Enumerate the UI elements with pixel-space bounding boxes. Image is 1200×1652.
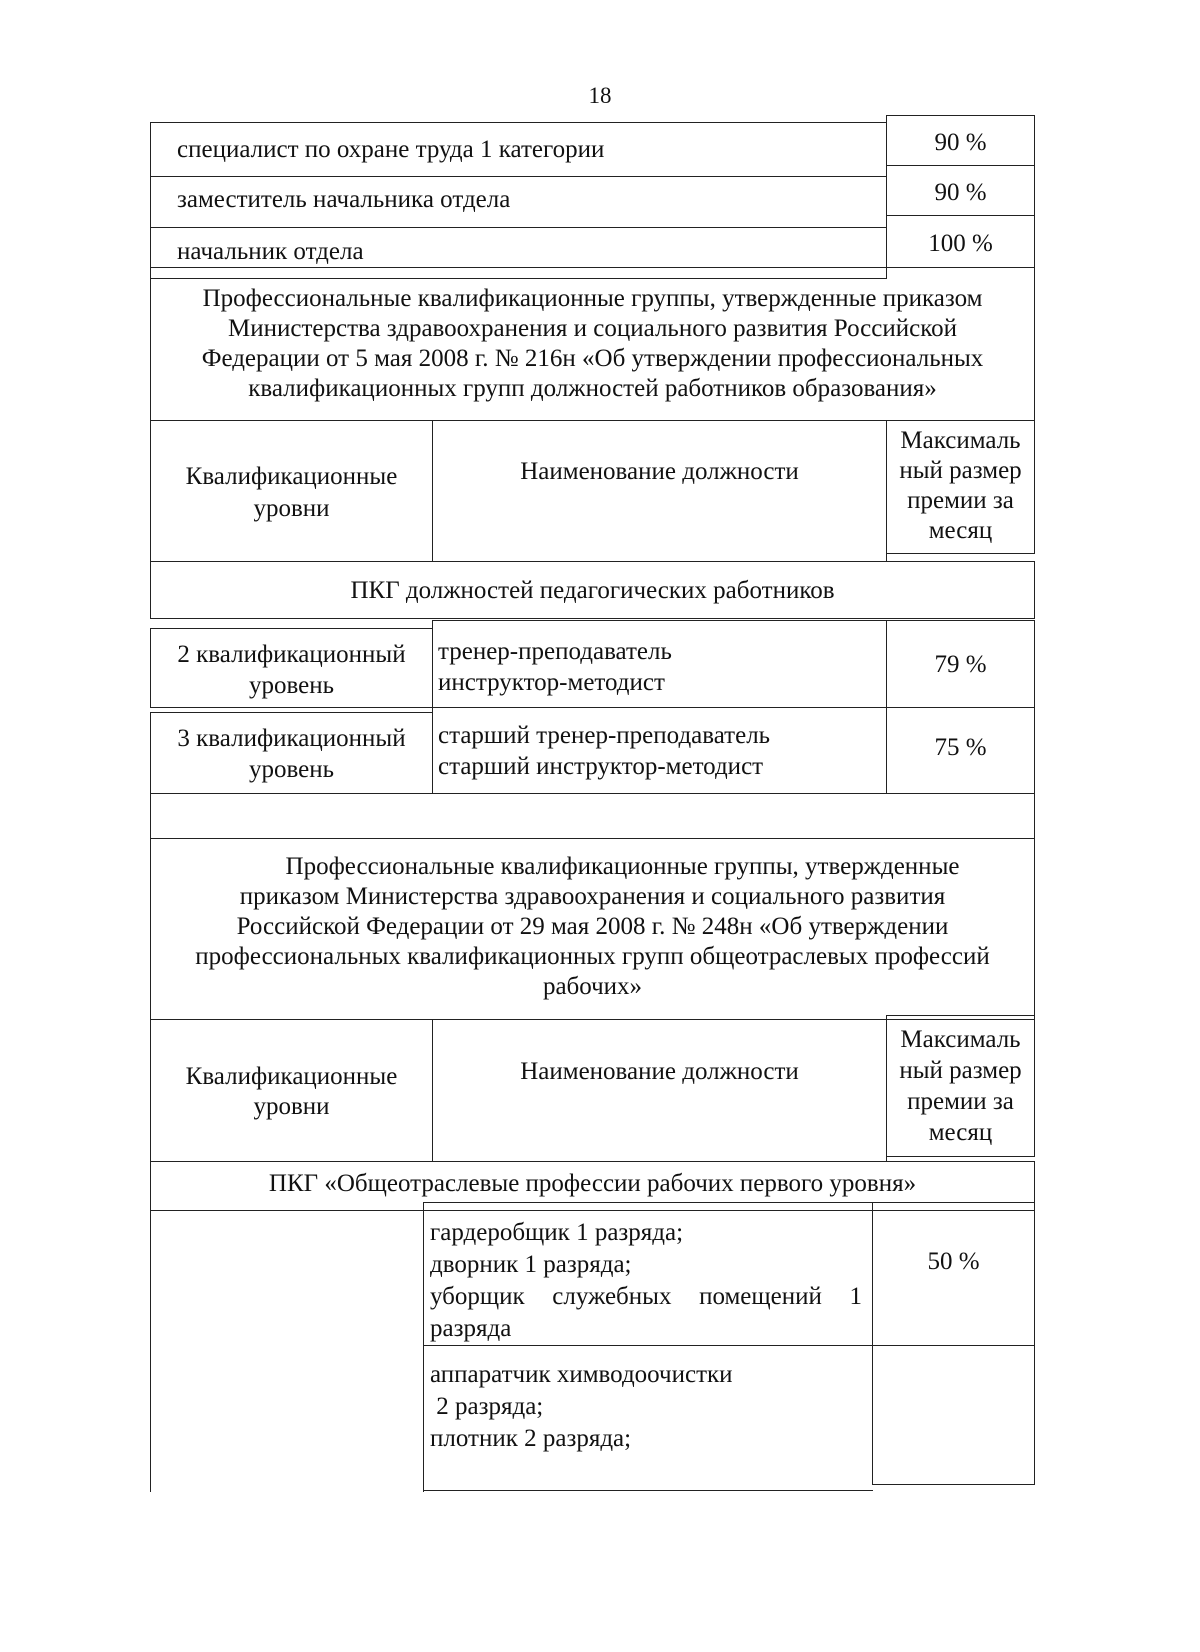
header-text: месяц [928,517,993,544]
bonus-value: 50 % [927,1248,980,1275]
section-heading-line: профессиональных квалификационных групп общеотраслевых профессий [195,943,990,970]
position-label: дворник 1 разряда; [430,1251,632,1278]
section-heading-line: Российской Федерации от 29 мая 2008 г. № 248н «Об утверждении [236,913,949,940]
header-text: Максималь [900,1026,1021,1053]
page-number: 18 [588,83,612,108]
table-border [1034,1345,1035,1485]
bonus-value: 100 % [928,230,993,257]
header-text: Квалификационные [185,463,398,490]
empty-row [150,793,1035,839]
header-text: премии за [907,1088,1014,1115]
position-label: 2 разряда; [430,1393,544,1420]
header-text: уровни [253,1093,330,1120]
position-label: гардеробщик 1 разряда; [430,1219,684,1246]
group-title: ПКГ должностей педагогических работников [350,577,835,604]
table-border-left [150,1210,151,1492]
header-text: Наименование должности [520,458,799,485]
group-title: ПКГ «Общеотраслевые профессии рабочих первого уровня» [268,1170,917,1197]
position-label: инструктор-методист [438,669,665,696]
header-text: месяц [928,1119,993,1146]
column-header-position [432,1019,887,1162]
table-border [423,1345,424,1492]
position-label: специалист по охране труда 1 категории [177,136,605,163]
section-heading-line: рабочих» [542,973,643,1000]
section-heading-line: квалификационных групп должностей работников образования» [248,375,937,402]
header-text: премии за [907,487,1014,514]
position-label: плотник 2 разряда; [430,1425,632,1452]
header-text: уровни [253,495,330,522]
bonus-value: 90 % [934,129,987,156]
section-heading-line: Профессиональные квалификационные группы, утвержденные [285,853,960,880]
section-heading-line: приказом Министерства здравоохранения и социального развития [239,883,946,910]
position-label: заместитель начальника отдела [177,186,511,213]
header-text: ный размер [899,1057,1022,1084]
table-border [872,1484,1035,1485]
position-label: аппаратчик химводоочистки [430,1361,733,1388]
header-text: ный размер [899,457,1022,484]
position-label: разряда [430,1315,512,1342]
position-label: уборщик служебных помещений 1 [430,1283,862,1310]
header-text: Квалификационные [185,1063,398,1090]
header-text: Наименование должности [520,1058,799,1085]
section-heading-line: Профессиональные квалификационные группы, утвержденные приказом [202,285,983,312]
position-label: начальник отдела [177,238,364,265]
table-border [423,1490,873,1491]
section-heading-line: Министерства здравоохранения и социального развития Российской [227,315,957,342]
column-header-position [432,420,887,562]
bonus-value: 90 % [934,179,987,206]
position-label: старший инструктор-методист [438,753,764,780]
section-heading-line: Федерации от 5 мая 2008 г. № 216н «Об утверждении профессиональных [201,345,984,372]
header-text: Максималь [900,427,1021,454]
level-label: уровень [248,672,335,699]
level-label: 3 квалификационный [177,725,406,752]
bonus-value: 79 % [934,651,987,678]
position-label: старший тренер-преподаватель [438,722,771,749]
level-label: 2 квалификационный [177,641,406,668]
bonus-value: 75 % [934,734,987,761]
table-border [872,1345,873,1485]
level-label: уровень [248,756,335,783]
position-label: тренер-преподаватель [438,638,672,665]
